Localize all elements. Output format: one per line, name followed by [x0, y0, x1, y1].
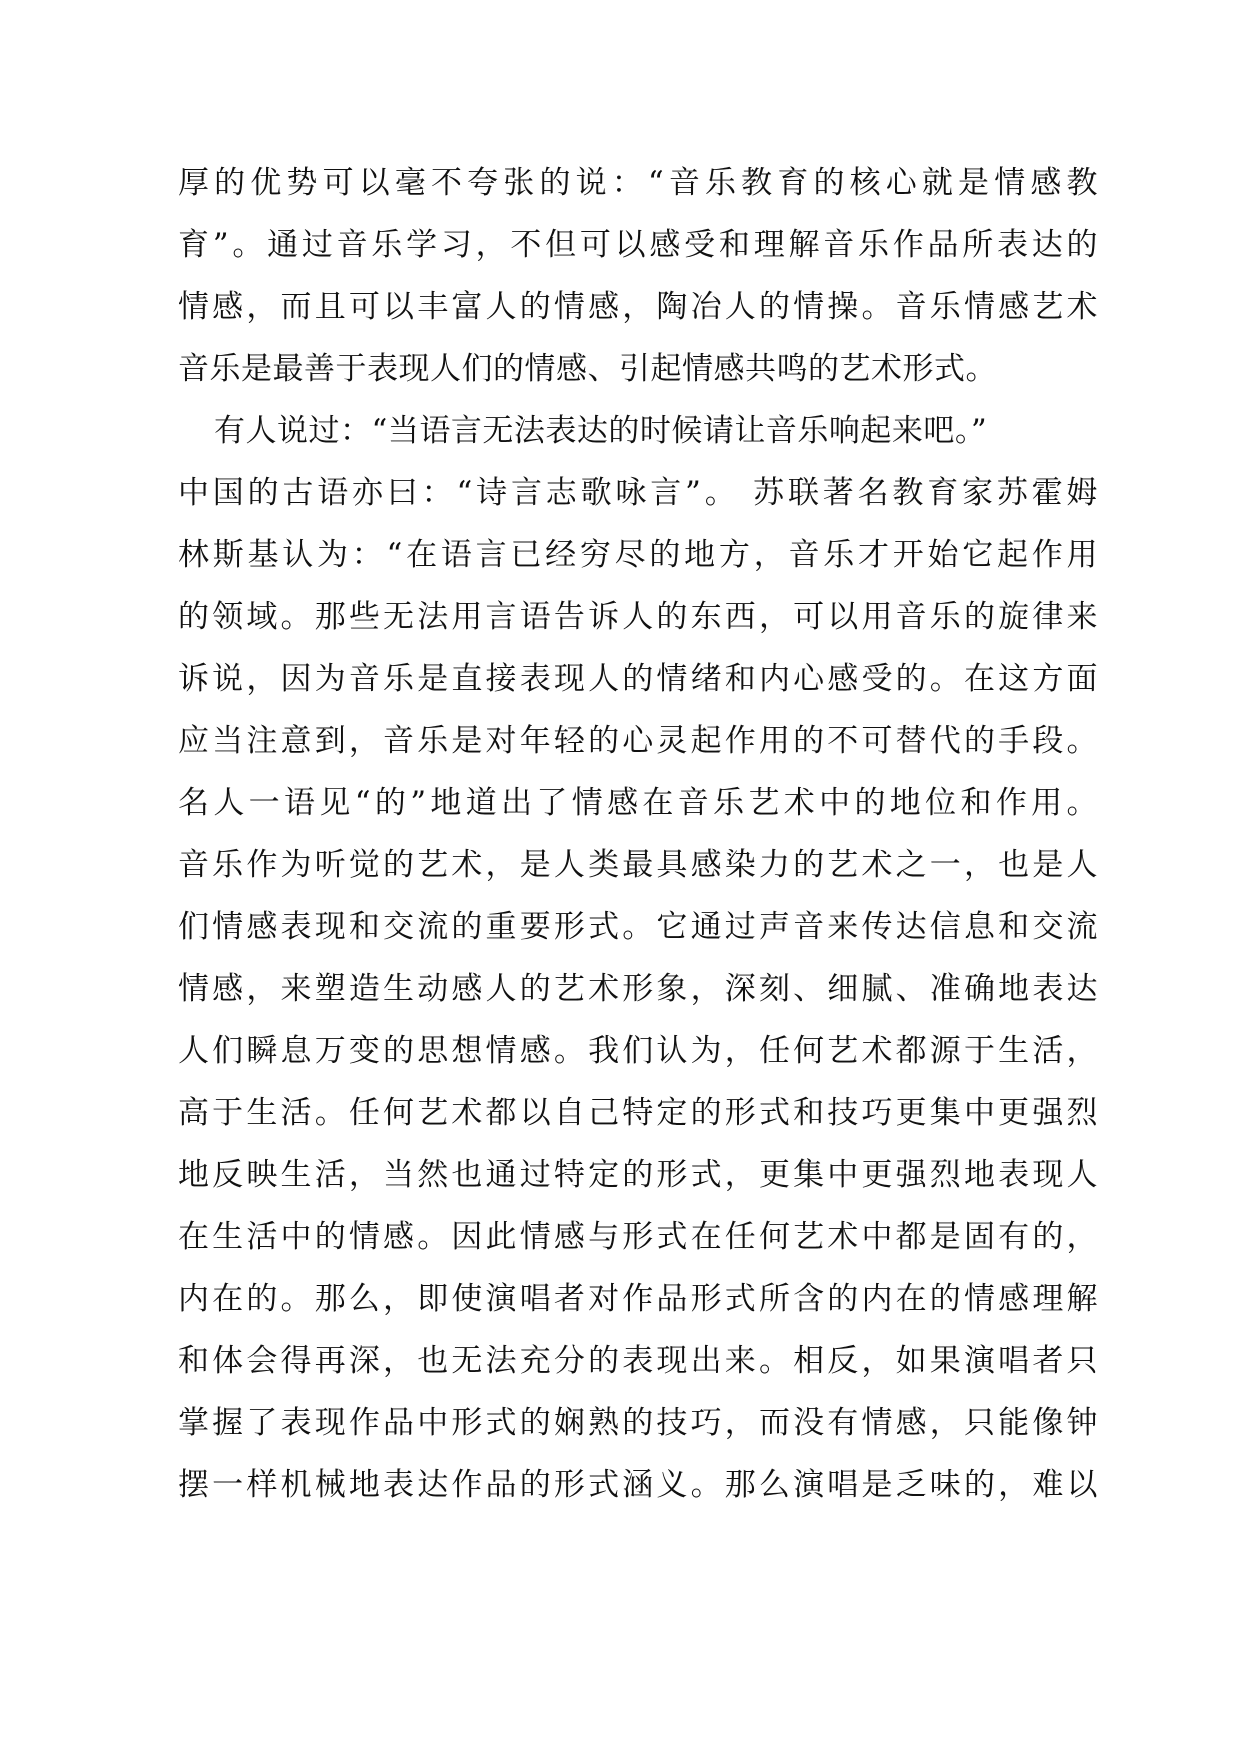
text-line: 情感，来塑造生动感人的艺术形象，深刻、细腻、准确地表达 — [178, 971, 1098, 1007]
text-line: 的领域。那些无法用言语告诉人的东西，可以用音乐的旋律来 — [178, 599, 1098, 635]
text-line: 育”。通过音乐学习，不但可以感受和理解音乐作品所表达的 — [178, 227, 1098, 263]
text-line: 林斯基认为：“在语言已经穷尽的地方，音乐才开始它起作用 — [178, 537, 1098, 573]
paragraph-start-line: 有人说过：“当语言无法表达的时候请让音乐响起来吧。” — [214, 413, 988, 449]
text-line: 音乐作为听觉的艺术，是人类最具感染力的艺术之一，也是人 — [178, 847, 1098, 883]
text-line: 音乐是最善于表现人们的情感、引起情感共鸣的艺术形式。 — [178, 351, 997, 387]
text-line: 摆一样机械地表达作品的形式涵义。那么演唱是乏味的，难以 — [178, 1467, 1098, 1503]
text-line: 们情感表现和交流的重要形式。它通过声音来传达信息和交流 — [178, 909, 1098, 945]
text-line: 名人一语见“的”地道出了情感在音乐艺术中的地位和作用。 — [178, 785, 1098, 821]
text-line: 地反映生活，当然也通过特定的形式，更集中更强烈地表现人 — [178, 1157, 1098, 1193]
text-line: 应当注意到，音乐是对年轻的心灵起作用的不可替代的手段。 — [178, 723, 1098, 759]
text-line: 厚的优势可以毫不夸张的说：“音乐教育的核心就是情感教 — [178, 165, 1098, 201]
text-line: 情感，而且可以丰富人的情感，陶冶人的情操。音乐情感艺术 — [178, 289, 1098, 325]
text-line: 高于生活。任何艺术都以自己特定的形式和技巧更集中更强烈 — [178, 1095, 1098, 1131]
text-line: 掌握了表现作品中形式的娴熟的技巧，而没有情感，只能像钟 — [178, 1405, 1098, 1441]
text-line: 和体会得再深，也无法充分的表现出来。相反，如果演唱者只 — [178, 1343, 1098, 1379]
text-line: 在生活中的情感。因此情感与形式在任何艺术中都是固有的， — [178, 1219, 1098, 1255]
body-text — [178, 152, 1098, 1516]
text-line: 诉说，因为音乐是直接表现人的情绪和内心感受的。在这方面 — [178, 661, 1098, 697]
text-line: 人们瞬息万变的思想情感。我们认为，任何艺术都源于生活， — [178, 1033, 1098, 1069]
text-line: 中国的古语亦曰：“诗言志歌咏言”。 苏联著名教育家苏霍姆 — [178, 475, 1098, 511]
text-line: 内在的。那么，即使演唱者对作品形式所含的内在的情感理解 — [178, 1281, 1098, 1317]
